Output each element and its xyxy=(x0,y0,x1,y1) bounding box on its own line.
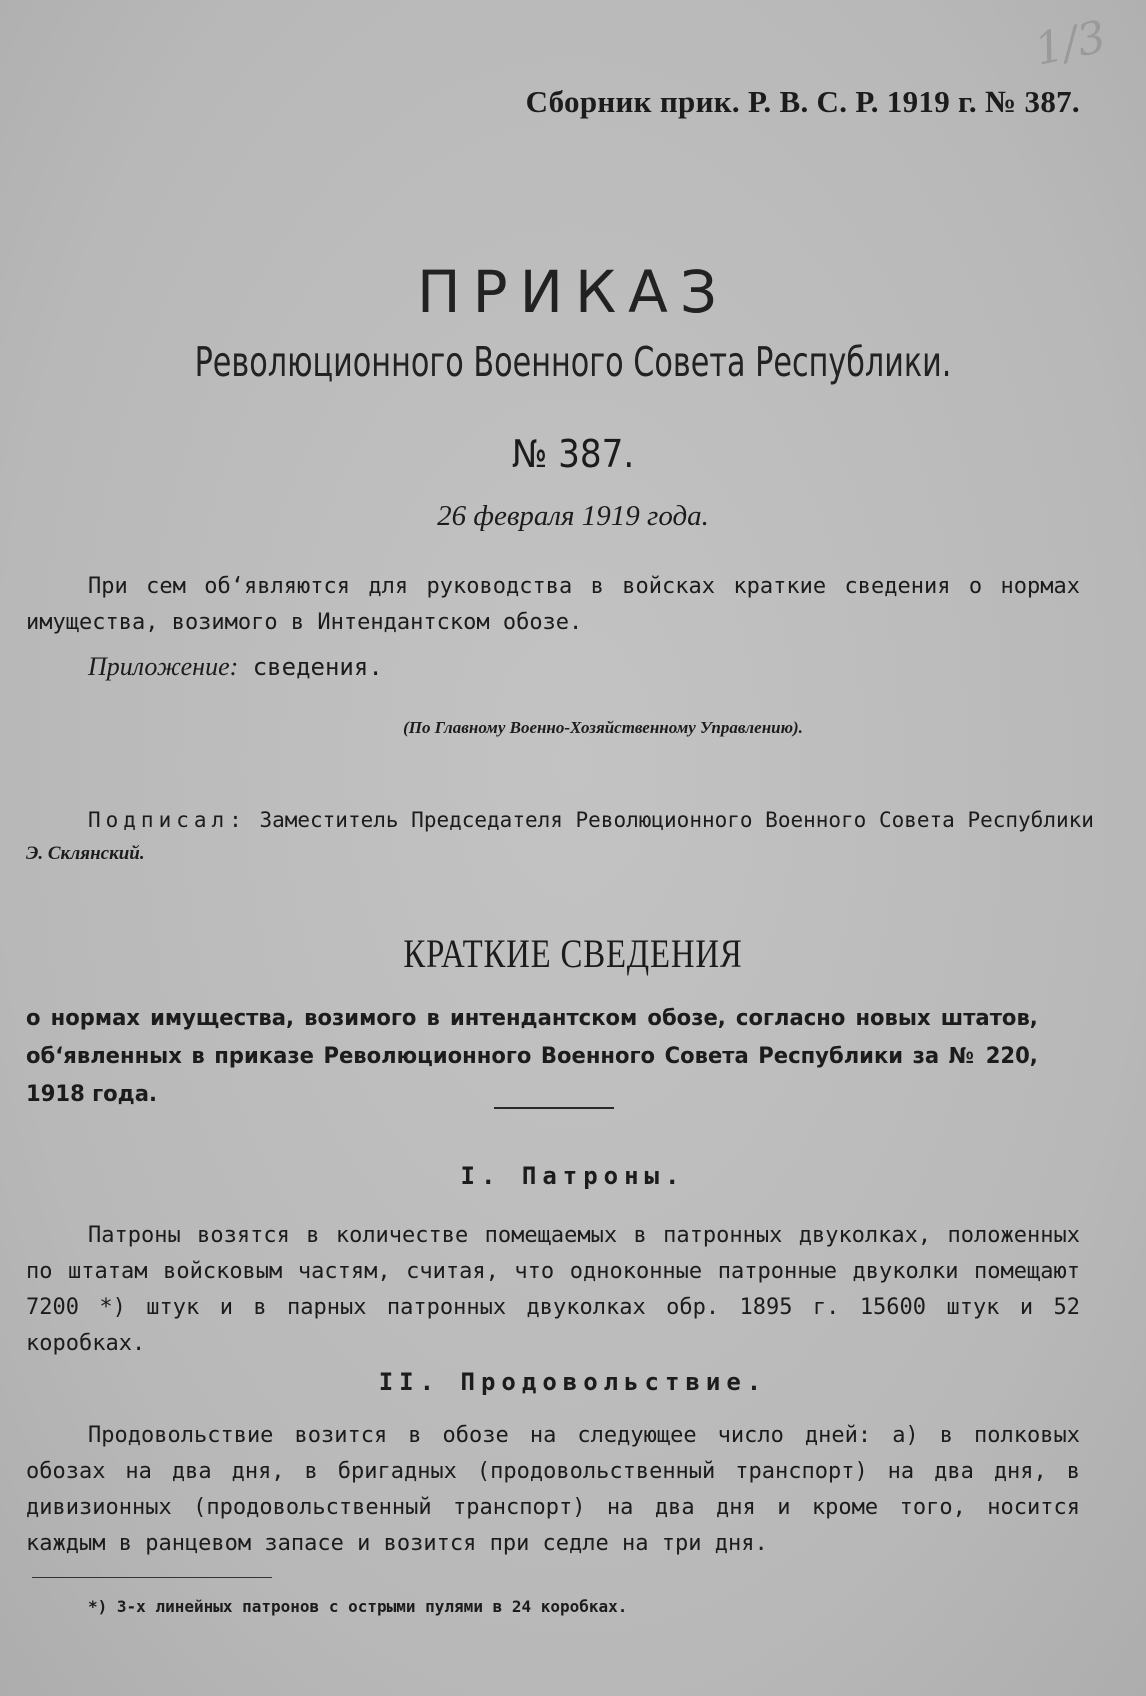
order-title: ПРИКАЗ xyxy=(416,258,729,326)
signed-label: Подписал: xyxy=(88,808,247,832)
footnote-divider xyxy=(32,1577,272,1578)
signed-line xyxy=(88,808,1094,832)
footnote: *) 3-х линейных патронов с острыми пулями в 24 коробках. xyxy=(88,1597,628,1616)
section-text-provisions: Продовольствие возится в обозе на следующее число дней: а) в полковых обозах на два дня, в бригадных (продовольственный транспорт) на два дня, в дивизионных (продовольственный транспорт) на два дня и кроме того, носится каждым в ранцевом запасе и возится при седле на три дня. xyxy=(26,1423,1080,1556)
order-subtitle: Революционного Военного Совета Республики. xyxy=(194,338,952,386)
signed-text: Заместитель Председателя Революционного Военного Совета Республики xyxy=(259,808,1094,832)
annex-label: Приложение: xyxy=(88,652,239,681)
handwritten-corner-mark: 1/3 xyxy=(1030,11,1111,76)
section-text-cartridges: Патроны возятся в количестве помещаемых в патронных двуколках, положенных по штатам войсковым частям, считая, что одноконные патронные двуколки помещают 7200 *) штук и в парных патронных двуколках обр. 1895 г. 15600 штук и 52 коробках. xyxy=(26,1223,1080,1356)
annex-line xyxy=(88,652,383,682)
annex-text: сведения. xyxy=(252,653,383,681)
section-heading-provisions: II. Продовольствие. xyxy=(378,1368,768,1396)
order-date: 26 февраля 1919 года. xyxy=(437,500,709,532)
section-divider xyxy=(494,1107,614,1109)
order-paragraph: При сем об‘являются для руководства в войсках краткие сведения о нормах имущества, возимого в Интендантском обозе. xyxy=(26,574,1080,635)
order-number: № 387. xyxy=(511,432,635,476)
section-heading-cartridges: I. Патроны. xyxy=(460,1162,686,1190)
signer-name: Э. Склянский. xyxy=(26,843,145,864)
collection-header: Сборник прик. Р. В. С. Р. 1919 г. № 387. xyxy=(525,84,1080,119)
summary-heading: КРАТКИЕ СВЕДЕНИЯ xyxy=(403,931,743,976)
summary-intro: о нормах имущества, возимого в интендантском обозе, согласно новых штатов, об‘явленных в приказе Революционного Военного Совета Республики за № 220, 1918 года. xyxy=(26,1006,1038,1107)
source-note: (По Главному Военно-Хозяйственному Управлению). xyxy=(403,718,803,737)
